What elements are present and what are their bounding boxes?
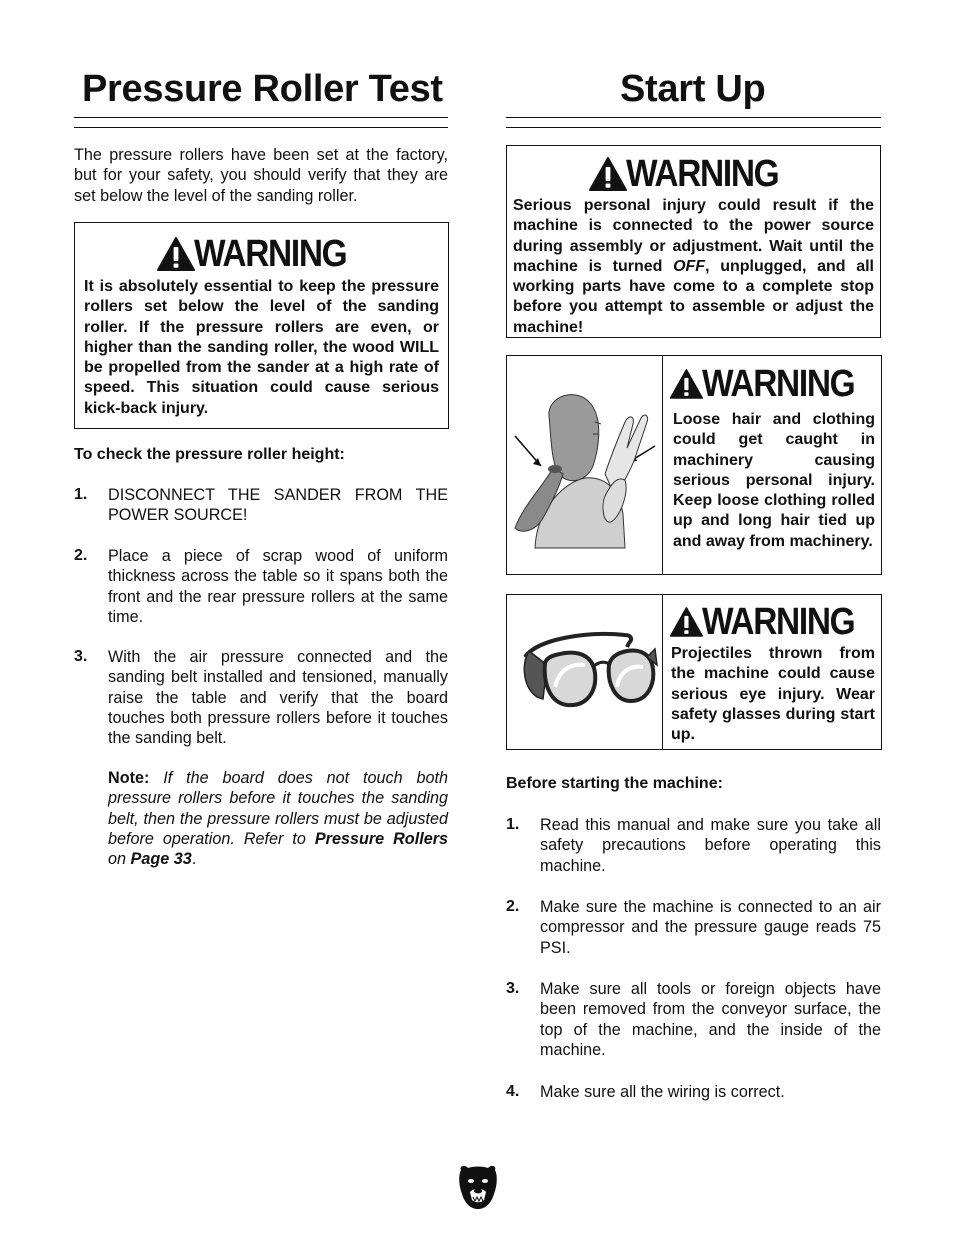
title-rule: [506, 117, 881, 128]
list-item: [506, 1082, 881, 1102]
warning-triangle-icon: [588, 156, 628, 192]
step-text: Place a piece of scrap wood of uniform thickness across the table so it spans both the front and the rear pressure rollers at the same time.: [108, 547, 448, 626]
list-item: [506, 897, 881, 958]
step-text: Read this manual and make sure you take all safety precautions before operating this machine.: [540, 816, 881, 875]
list-item: [74, 546, 448, 627]
warning-box-hair: [506, 355, 882, 575]
step-number: 3.: [506, 980, 520, 997]
warning-text: Loose hair and clothing could get caught in machinery causing serious personal injury. Keep loose clothing rolled up and long hair tied up and away from machinery.: [673, 411, 875, 550]
note-end: .: [191, 850, 197, 869]
step-number: 1.: [74, 486, 88, 503]
note-label: Note:: [108, 769, 150, 787]
step-text: With the air pressure connected and the sanding belt installed and tensioned, manually raise the table and verify that the board touches both pressure rollers before it touches the sanding belt.: [108, 648, 448, 748]
step-number: 1.: [506, 816, 520, 833]
warning-label: WARNING: [701, 601, 855, 643]
list-item: [74, 647, 448, 748]
warning-label: WARNING: [193, 233, 347, 275]
warning-box-eyes: [506, 594, 882, 750]
note-text: If the board does not touch both pressure rollers before it touches the sanding belt, then the pressure rollers must be adjusted before operation. Refer to: [108, 769, 448, 848]
safety-glasses-illustration: [507, 595, 663, 749]
warning-header: [669, 599, 875, 645]
list-item: [74, 485, 448, 526]
woman-long-hair-icon: [507, 356, 661, 573]
note-reference: Pressure Rollers: [314, 829, 448, 848]
step-text: Make sure all the wiring is correct.: [540, 1083, 785, 1101]
warning-text-b: , unplugged, and all working parts have come to a complete stop before you attempt to assemble or adjust the machine!: [513, 257, 874, 336]
intro-paragraph: The pressure rollers have been set at the factory, but for your safety, you should verify that they are set below the level of the sanding roller.: [74, 146, 448, 205]
before-starting-subheading: Before starting the machine:: [506, 775, 723, 792]
step-number: 2.: [74, 547, 88, 564]
safety-glasses-icon: [507, 595, 661, 747]
list-item: [506, 815, 881, 876]
bear-logo-icon: [457, 1164, 499, 1210]
step-number: 2.: [506, 898, 520, 915]
warning-text: It is absolutely essential to keep the pressure rollers set below the level of the sanding roller. If the pressure rollers are even, or higher than the sanding roller, the wood WILL be propelled from the sander at a high rate of speed. This situation could cause serious kick-back injury.: [84, 278, 439, 417]
warning-text: [513, 196, 874, 338]
warning-label: WARNING: [701, 363, 855, 405]
warning-triangle-icon: [669, 604, 704, 640]
step-number: 4.: [506, 1083, 520, 1100]
check-height-subheading: To check the pressure roller height:: [74, 446, 345, 463]
warning-text-a: Serious personal injury could result if the machine is connected to the power source during assembly or adjustment. Wait until the machine is turned: [513, 197, 874, 275]
step-number: 3.: [74, 648, 88, 665]
note-page: Page 33: [130, 850, 192, 869]
step-text: Make sure all tools or foreign objects have been removed from the conveyor surface, the top of the machine, and the inside of the machine.: [540, 980, 881, 1059]
step-text: DISCONNECT THE SANDER FROM THE POWER SOURCE!: [108, 486, 448, 525]
warning-triangle-icon: [669, 366, 704, 402]
warning-label: WARNING: [625, 153, 779, 195]
warning-text: Projectiles thrown from the machine could cause serious eye injury. Wear safety glasses during start up.: [671, 645, 875, 744]
footer-logo: [457, 1164, 499, 1210]
list-item: [506, 979, 881, 1060]
warning-box-power: [506, 145, 881, 338]
warning-header: [513, 152, 874, 196]
warning-header: [669, 360, 875, 408]
page-title-pressure-roller-test: Pressure Roller Test: [82, 68, 443, 110]
warning-box-kickback: [74, 222, 449, 429]
step-text: Make sure the machine is connected to an air compressor and the pressure gauge reads 75 PSI.: [540, 898, 881, 957]
warning-triangle-icon: [156, 236, 196, 272]
title-rule: [74, 117, 448, 128]
page-title-start-up: Start Up: [620, 68, 766, 110]
long-hair-illustration: [507, 356, 663, 574]
warning-header: [84, 231, 439, 277]
note-paragraph: [108, 768, 448, 869]
note-on: on: [108, 850, 127, 869]
warning-text-off: OFF: [673, 257, 706, 275]
